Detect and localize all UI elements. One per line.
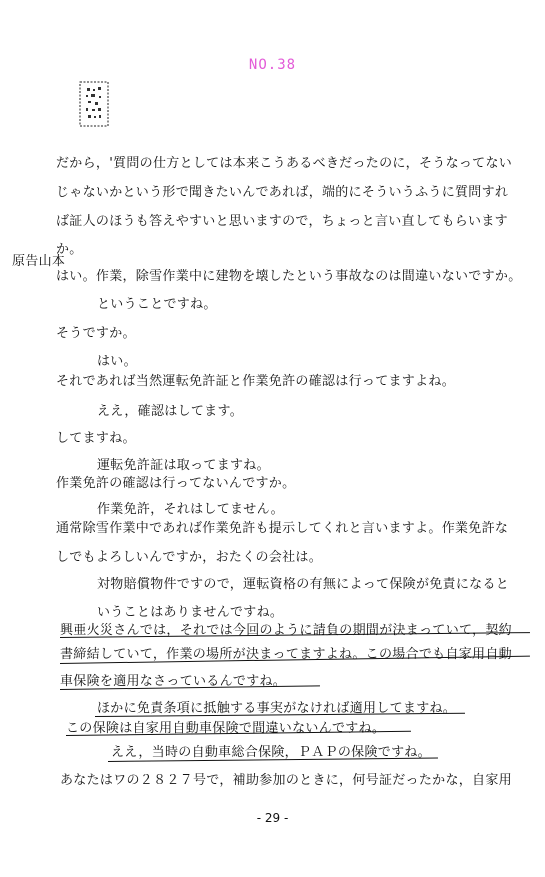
body-line: 作業免許，それはしてません。 <box>97 502 284 517</box>
body-line: 通常除雪作業中であれば作業免許も提示してくれと言いますよ。作業免許な <box>56 521 509 536</box>
seal-stamp <box>78 80 110 128</box>
body-line: じゃないかという形で聞きたいんであれば，端的にそういうふうに質問すれ <box>56 185 509 200</box>
body-line: ほかに免責条項に抵触する事実がなければ適用してますね。 <box>97 701 457 716</box>
body-line: ということですね。 <box>97 297 217 312</box>
body-line: 運転免許証は取ってますね。 <box>97 458 270 473</box>
body-line: ば証人のほうも答えやすいと思いますので，ちょっと言い直してもらいます <box>56 214 508 229</box>
body-line: あなたはワの２８２７号で，補助参加のときに，何号証だったかな，自家用 <box>60 773 512 788</box>
body-line: この保険は自家用自動車保険で間違いないんですね。 <box>66 721 386 736</box>
body-line: だから，'質問の仕方としては本来こうあるべきだったのに，そうなってない <box>56 156 513 171</box>
body-line: はい。 <box>97 354 137 369</box>
body-line: 車保険を適用なさっているんですね。 <box>60 674 287 689</box>
body-line: 書締結していて，作業の場所が決まってますよね。この場合でも自家用自動 <box>60 647 512 662</box>
page-header-number: NO.38 <box>248 57 297 73</box>
body-line: ええ，当時の自動車総合保険，ＰＡＰの保険ですね。 <box>111 745 431 760</box>
body-line: いうことはありませんですね。 <box>97 605 284 620</box>
body-line: しでもよろしいんですか，おたくの会社は。 <box>56 550 323 565</box>
body-line: ええ，確認はしてます。 <box>97 404 244 419</box>
speaker-label: 原告山本 <box>12 254 66 269</box>
page-number: - 29 - <box>256 811 289 825</box>
body-line: 興亜火災さんでは，それでは今回のように請負の期間が決まっていて，契約 <box>60 623 512 638</box>
body-line: それであれば当然運転免許証と作業免許の確認は行ってますよね。 <box>56 374 456 389</box>
body-line: はい。作業，除雪作業中に建物を壊したという事故なのは間違いないですか。 <box>56 269 522 284</box>
body-line: そうですか。 <box>56 326 136 341</box>
body-line: か。 <box>56 242 83 257</box>
body-line: 対物賠償物件ですので，運転資格の有無によって保険が免責になると <box>97 577 510 592</box>
body-line: してますね。 <box>56 431 136 446</box>
body-line: 作業免許の確認は行ってないんですか。 <box>56 476 296 491</box>
